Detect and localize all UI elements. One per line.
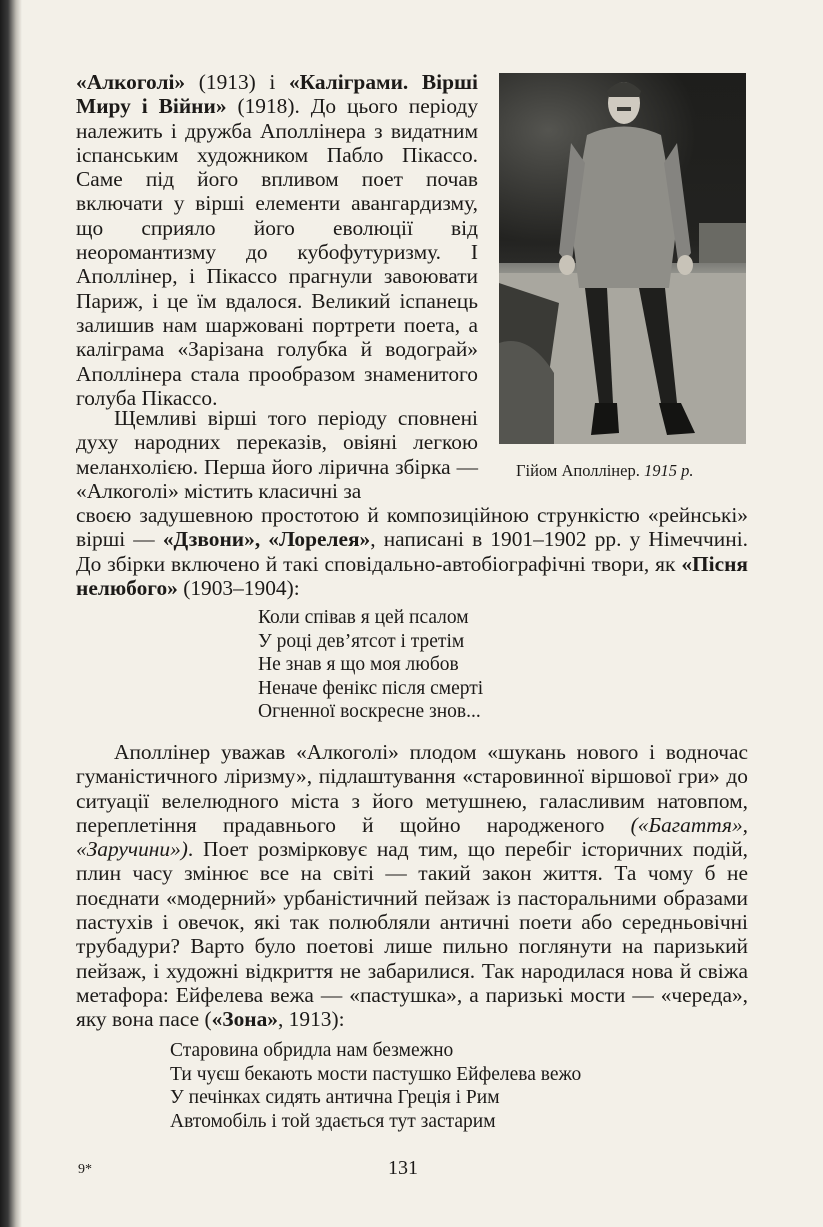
paragraph-2-continued	[76, 503, 748, 600]
titles-bonfire-engagement: («Багаття», «Заручини»)	[76, 812, 748, 862]
photo-caption	[516, 461, 746, 481]
poem-line: У році дев’ятсот і третім	[258, 630, 465, 652]
poem-line: Не знав я що моя любов	[258, 654, 459, 676]
poem-2	[170, 1039, 690, 1133]
paragraph-1	[76, 70, 478, 410]
title-calligrammes: «Каліграми. Вірші Миру і Війни»	[76, 70, 478, 119]
text-span: своєю задушевною простотою й композиційною стрункістю «рейнські» вірші —	[76, 503, 748, 552]
poem-line: Автомобіль і той здається тут застарим	[170, 1110, 496, 1132]
text-span: (1918). До цього періоду належить і дружба Аполлінера з видатним іспанським художником Пабло Пікассо. Саме під його впливом поет почав включати у вірші елементи авангардизму, що сприяло його еволюції від неоромантизму до кубофутуризму. І Аполлінер, і Пікассо прагнули завоювати Париж, і це їм вдалося. Великий іспанець залишив нам шаржовані портрети поета, а каліграма «Зарізана голубка й водограй» Аполлінера стала прообразом знаменитого голуба Пікассо.	[76, 94, 479, 410]
text-span: . Поет розмірковує над тим, що перебіг історичних подій, плин часу змінює все на світі — такий закон життя. Та чому б не поєднати «модерний» урбаністичний пейзаж із пасторальними образами пастухів і овечок, які так полюбляли античні поети або середньовічні трубадури? Варто було поетові лише пильно поглянути на паризький пейзаж, і художні відкриття не забарилися. Так народилася нова й свіжа метафора: Ейфелева вежа — «пастушка», а паризькі мости — «череда», яку вона пасе (	[76, 837, 748, 1032]
paragraph-3	[76, 740, 748, 1032]
poem-line: Огненної воскресне знов...	[258, 701, 481, 723]
caption-year: 1915 р.	[643, 461, 694, 480]
text-span: (1913) і	[185, 70, 289, 94]
paragraph-2-intro: Щемливі вірші того періоду сповнені духу народних переказів, овіяні легкою меланхолією. Перша його лірична збірка — «Алкоголі» містить класичні за	[76, 406, 478, 503]
poem-line: У печінках сидять антична Греція і Рим	[170, 1087, 500, 1109]
poem-line: Старовина обридла нам безмежно	[170, 1040, 454, 1061]
text-span: Аполлінер уважав «Алкоголі» плодом «шукань нового і водночас гуманістичного ліризму», підлаштування «старовинної віршової гри» до ситуації велелюдного міста з його метушнею, галасливим натовпом, переплетіння прадавнього й щойно народженого	[76, 740, 748, 837]
text-span: , 1913):	[277, 1007, 345, 1032]
portrait-image	[499, 73, 746, 444]
titles-bells-lorelei: «Дзвони», «Лорелея»	[162, 527, 371, 552]
text-span: , написані в 1901–1902 рр. у Німеччині. До збірки включено й такі сповідально-автобіографічні твори, як	[76, 527, 748, 576]
signature-mark: 9*	[78, 1162, 92, 1177]
title-song-unloved: «Пісня нелюбого»	[76, 551, 748, 600]
title-alcools: «Алкоголі»	[76, 70, 186, 94]
page-number: 131	[388, 1157, 418, 1179]
title-zone: «Зона»	[211, 1007, 278, 1032]
poem-1	[258, 606, 588, 724]
poem-line: Неначе фенікс після смерті	[258, 677, 484, 699]
poem-line: Ти чуєш бекають мости пастушко Ейфелева вежо	[170, 1063, 582, 1085]
poem-line: Коли співав я цей псалом	[258, 607, 469, 628]
text-span: (1903–1904):	[177, 575, 300, 600]
caption-name: Гійом Аполлінер.	[516, 461, 644, 480]
portrait-photo	[499, 73, 746, 444]
